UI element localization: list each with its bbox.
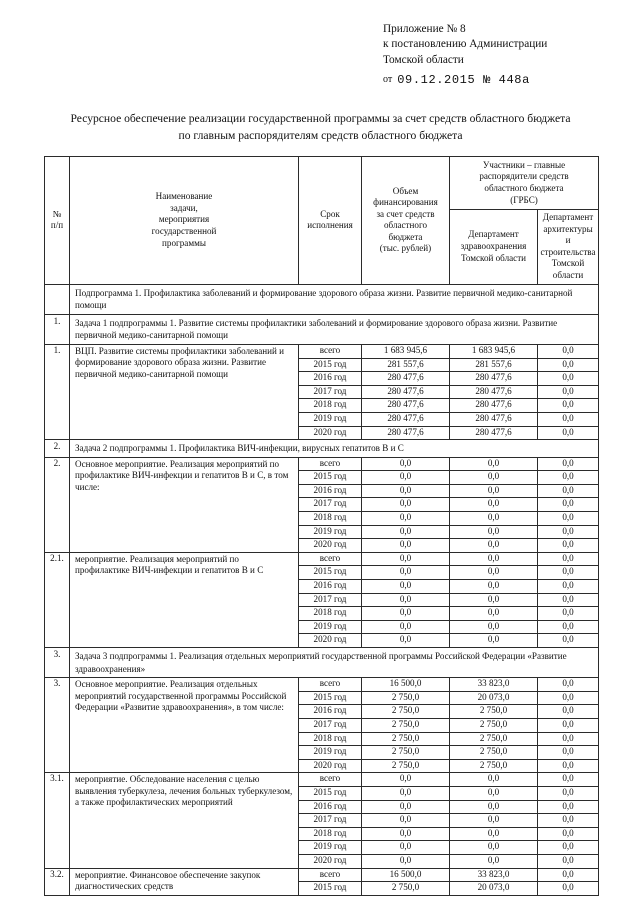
volume-cell: 2 750,0	[362, 759, 450, 773]
department-health-cell: 0,0	[450, 841, 538, 855]
col-header-dep1-l2: здравоохранения	[460, 240, 527, 251]
volume-cell: 280 477,6	[362, 426, 450, 440]
row-number: 3.	[45, 678, 70, 773]
measure-name-text: мероприятие. Реализация мероприятий по профилактике ВИЧ-инфекции и гепатитов В и С	[75, 553, 264, 576]
department-architecture-cell: 0,0	[538, 746, 599, 760]
col-header-participants-l3: областного бюджета	[484, 183, 564, 193]
term-cell: всего	[299, 773, 362, 787]
section-title	[70, 284, 599, 314]
term-cell: 2016 год	[299, 580, 362, 594]
appendix-number: Приложение № 8	[383, 23, 466, 35]
term-cell: 2020 год	[299, 539, 362, 553]
department-health-cell: 0,0	[450, 634, 538, 648]
department-architecture-cell: 0,0	[538, 484, 599, 498]
term-cell: 2016 год	[299, 705, 362, 719]
term-cell: 2020 год	[299, 759, 362, 773]
table-row	[45, 457, 599, 471]
decree-date-line	[383, 72, 633, 88]
term-cell: 2018 год	[299, 399, 362, 413]
table-row	[45, 552, 599, 566]
table-header-row-1	[45, 157, 599, 210]
col-header-department-architecture	[538, 210, 599, 285]
measure-name	[70, 344, 299, 439]
term-cell: 2019 год	[299, 841, 362, 855]
col-header-name-l2: задачи,	[170, 202, 198, 213]
col-header-participants-l4: (ГРБС)	[510, 194, 538, 205]
department-architecture-cell: 0,0	[538, 841, 599, 855]
page-title: Ресурсное обеспечение реализации государственной программы за счет средств областного бюджета по главным распорядителям средств областного бюджета	[70, 112, 571, 142]
col-header-number-l1: №	[52, 208, 62, 219]
department-health-cell: 0,0	[450, 827, 538, 841]
department-health-cell: 0,0	[450, 620, 538, 634]
row-number: 2.	[45, 440, 70, 458]
col-header-name-l5: программы	[162, 237, 206, 248]
volume-cell: 0,0	[362, 634, 450, 648]
col-header-volume-l1: Объем	[392, 185, 419, 196]
department-health-cell: 0,0	[450, 457, 538, 471]
department-architecture-cell: 0,0	[538, 786, 599, 800]
term-cell: 2015 год	[299, 786, 362, 800]
department-architecture-cell: 0,0	[538, 607, 599, 621]
term-cell: 2017 год	[299, 385, 362, 399]
volume-cell: 0,0	[362, 539, 450, 553]
term-cell: 2018 год	[299, 732, 362, 746]
department-health-cell: 0,0	[450, 786, 538, 800]
volume-cell: 0,0	[362, 498, 450, 512]
term-cell: 2018 год	[299, 512, 362, 526]
measure-name	[70, 678, 299, 773]
department-health-cell: 2 750,0	[450, 746, 538, 760]
row-number: 2.	[45, 457, 70, 552]
row-number: 3.	[45, 648, 70, 678]
volume-cell: 0,0	[362, 593, 450, 607]
department-architecture-cell: 0,0	[538, 620, 599, 634]
department-architecture-cell: 0,0	[538, 498, 599, 512]
volume-cell: 0,0	[362, 552, 450, 566]
table-row	[45, 284, 599, 314]
department-health-cell: 280 477,6	[450, 399, 538, 413]
row-number: 2.1.	[45, 552, 70, 647]
section-title-text: Задача 3 подпрограммы 1. Реализация отдельных мероприятий государственной программы Российской Федерации «Развитие здравоохранения»	[75, 651, 567, 674]
department-architecture-cell: 0,0	[538, 512, 599, 526]
department-health-cell: 2 750,0	[450, 759, 538, 773]
volume-cell: 0,0	[362, 484, 450, 498]
volume-cell: 280 477,6	[362, 399, 450, 413]
term-cell: 2019 год	[299, 412, 362, 426]
department-architecture-cell: 0,0	[538, 399, 599, 413]
department-architecture-cell: 0,0	[538, 580, 599, 594]
department-health-cell: 280 477,6	[450, 372, 538, 386]
department-health-cell: 0,0	[450, 552, 538, 566]
term-cell: 2017 год	[299, 498, 362, 512]
col-header-dep1-l1: Департамент	[468, 229, 519, 240]
term-cell: 2017 год	[299, 814, 362, 828]
department-health-cell: 2 750,0	[450, 718, 538, 732]
volume-cell: 2 750,0	[362, 718, 450, 732]
term-cell: 2015 год	[299, 691, 362, 705]
col-header-participants-l1: Участники – главные	[482, 159, 566, 170]
measure-name-text: мероприятие. Финансовое обеспечение закупок диагностических средств	[75, 869, 261, 891]
department-architecture-cell: 0,0	[538, 566, 599, 580]
term-cell: 2020 год	[299, 426, 362, 440]
table-head	[45, 157, 599, 285]
volume-cell: 280 477,6	[362, 412, 450, 426]
col-header-term-l2: исполнения	[307, 220, 353, 231]
measure-name-text: ВЦП. Развитие системы профилактики заболеваний и формирование здорового образа жизни. Развитие первичной медико-санитарной помощи	[75, 345, 285, 379]
department-health-cell: 1 683 945,6	[450, 344, 538, 358]
volume-cell: 0,0	[362, 566, 450, 580]
col-header-dep2-l5: Томской	[551, 258, 585, 269]
section-title-text: Задача 2 подпрограммы 1. Профилактика ВИЧ-инфекции, вирусных гепатитов В и С	[75, 443, 404, 454]
volume-cell: 0,0	[362, 620, 450, 634]
table-row	[45, 344, 599, 358]
department-health-cell: 0,0	[450, 580, 538, 594]
department-architecture-cell: 0,0	[538, 868, 599, 882]
term-cell: 2020 год	[299, 634, 362, 648]
volume-cell: 0,0	[362, 773, 450, 787]
department-health-cell: 0,0	[450, 854, 538, 868]
col-header-volume-l2: финансирования	[373, 197, 438, 208]
term-cell: всего	[299, 344, 362, 358]
department-architecture-cell: 0,0	[538, 882, 599, 896]
document-header-block	[383, 22, 633, 89]
department-health-cell: 280 477,6	[450, 412, 538, 426]
section-title-text: Подпрограмма 1. Профилактика заболеваний и формирование здорового образа жизни. Развитие первичной медико-санитарной помощи	[75, 287, 573, 311]
department-health-cell: 0,0	[450, 607, 538, 621]
table-row	[45, 773, 599, 787]
department-health-cell: 0,0	[450, 525, 538, 539]
department-health-cell: 280 477,6	[450, 426, 538, 440]
volume-cell: 0,0	[362, 580, 450, 594]
term-cell: 2015 год	[299, 882, 362, 896]
row-number: 3.1.	[45, 773, 70, 868]
term-cell: 2017 год	[299, 593, 362, 607]
department-architecture-cell: 0,0	[538, 372, 599, 386]
col-header-department-health	[450, 210, 538, 285]
measure-name	[70, 773, 299, 868]
term-cell: всего	[299, 678, 362, 692]
department-architecture-cell: 0,0	[538, 593, 599, 607]
section-title	[70, 648, 599, 678]
volume-cell: 0,0	[362, 471, 450, 485]
department-architecture-cell: 0,0	[538, 634, 599, 648]
department-architecture-cell: 0,0	[538, 678, 599, 692]
measure-name	[70, 868, 299, 895]
ot-label: от	[383, 74, 393, 86]
department-health-cell: 20 073,0	[450, 691, 538, 705]
volume-cell: 2 750,0	[362, 705, 450, 719]
col-header-number-l2: п/п	[50, 220, 64, 231]
term-cell: 2019 год	[299, 746, 362, 760]
table-body	[45, 284, 599, 895]
col-header-volume-l4: областного	[384, 220, 427, 231]
row-number: 3.2.	[45, 868, 70, 895]
department-architecture-cell: 0,0	[538, 412, 599, 426]
department-architecture-cell: 0,0	[538, 773, 599, 787]
department-architecture-cell: 0,0	[538, 385, 599, 399]
term-cell: всего	[299, 552, 362, 566]
decree-date-number: 09.12.2015 № 448а	[397, 73, 530, 88]
department-health-cell: 0,0	[450, 800, 538, 814]
term-cell: 2016 год	[299, 372, 362, 386]
col-header-volume-l6: (тыс. рублей)	[379, 243, 432, 254]
term-cell: 2015 год	[299, 566, 362, 580]
decree-reference-line1: к постановлению Администрации	[383, 38, 548, 51]
table-row	[45, 314, 599, 344]
measure-name-text: Основное мероприятие. Реализация отдельных мероприятий государственной программы Российской Федерации «Развитие здравоохранения», в том числе:	[75, 679, 287, 712]
col-header-term-l1: Срок	[320, 208, 340, 219]
department-health-cell: 20 073,0	[450, 882, 538, 896]
department-architecture-cell: 0,0	[538, 854, 599, 868]
volume-cell: 1 683 945,6	[362, 344, 450, 358]
row-number: 1.	[45, 344, 70, 439]
department-health-cell: 0,0	[450, 484, 538, 498]
department-architecture-cell: 0,0	[538, 718, 599, 732]
department-health-cell: 0,0	[450, 471, 538, 485]
department-health-cell: 33 823,0	[450, 678, 538, 692]
term-cell: 2018 год	[299, 827, 362, 841]
department-health-cell: 0,0	[450, 814, 538, 828]
col-header-volume-l5: бюджета	[388, 231, 423, 242]
department-architecture-cell: 0,0	[538, 732, 599, 746]
table-row	[45, 648, 599, 678]
volume-cell: 0,0	[362, 607, 450, 621]
department-health-cell: 0,0	[450, 773, 538, 787]
department-health-cell: 280 477,6	[450, 385, 538, 399]
department-architecture-cell: 0,0	[538, 759, 599, 773]
volume-cell: 2 750,0	[362, 732, 450, 746]
col-header-name-l4: государственной	[151, 226, 217, 237]
col-header-volume-l3: за счет средств	[376, 208, 435, 219]
term-cell: 2016 год	[299, 800, 362, 814]
volume-cell: 281 557,6	[362, 358, 450, 372]
volume-cell: 0,0	[362, 512, 450, 526]
resource-allocation-table	[44, 156, 599, 896]
volume-cell: 0,0	[362, 786, 450, 800]
measure-name-text: мероприятие. Обследование населения с целью выявления туберкулеза, лечения больных туберкулезом, а также профилактических мероприятий	[75, 774, 293, 808]
department-health-cell: 0,0	[450, 539, 538, 553]
decree-reference-line2: Томской области	[383, 53, 464, 66]
section-title-text: Задача 1 подпрограммы 1. Развитие системы профилактики заболеваний и формирование здорового образа жизни. Развитие первичной медико-санитарной помощи	[75, 317, 558, 341]
department-architecture-cell: 0,0	[538, 814, 599, 828]
volume-cell: 0,0	[362, 814, 450, 828]
department-architecture-cell: 0,0	[538, 525, 599, 539]
volume-cell: 16 500,0	[362, 868, 450, 882]
measure-name	[70, 457, 299, 552]
department-health-cell: 0,0	[450, 512, 538, 526]
term-cell: 2015 год	[299, 358, 362, 372]
department-architecture-cell: 0,0	[538, 457, 599, 471]
col-header-name-l1: Наименование	[155, 191, 213, 202]
col-header-dep2-l4: строительства	[540, 246, 596, 257]
col-header-participants	[450, 157, 599, 210]
col-header-term	[299, 157, 362, 285]
volume-cell: 2 750,0	[362, 746, 450, 760]
measure-name	[70, 552, 299, 647]
department-health-cell: 33 823,0	[450, 868, 538, 882]
department-health-cell: 0,0	[450, 593, 538, 607]
department-architecture-cell: 0,0	[538, 426, 599, 440]
table-row	[45, 440, 599, 458]
term-cell: всего	[299, 868, 362, 882]
volume-cell: 280 477,6	[362, 372, 450, 386]
volume-cell: 0,0	[362, 800, 450, 814]
department-architecture-cell: 0,0	[538, 358, 599, 372]
department-architecture-cell: 0,0	[538, 552, 599, 566]
department-health-cell: 2 750,0	[450, 732, 538, 746]
volume-cell: 2 750,0	[362, 691, 450, 705]
table-row	[45, 868, 599, 882]
col-header-name-l3: мероприятия	[158, 214, 210, 225]
section-title	[70, 440, 599, 458]
volume-cell: 0,0	[362, 841, 450, 855]
department-health-cell: 2 750,0	[450, 705, 538, 719]
col-header-dep2-l6: области	[552, 269, 584, 280]
col-header-dep2-l1: Департамент	[542, 212, 594, 222]
department-health-cell: 281 557,6	[450, 358, 538, 372]
term-cell: 2015 год	[299, 471, 362, 485]
department-architecture-cell: 0,0	[538, 691, 599, 705]
section-title	[70, 314, 599, 344]
volume-cell: 2 750,0	[362, 882, 450, 896]
department-health-cell: 0,0	[450, 566, 538, 580]
col-header-number	[45, 157, 70, 285]
col-header-dep2-l3: и	[565, 235, 571, 246]
col-header-volume	[362, 157, 450, 285]
term-cell: 2017 год	[299, 718, 362, 732]
department-architecture-cell: 0,0	[538, 800, 599, 814]
col-header-dep2-l2: архитектуры	[543, 223, 593, 234]
volume-cell: 0,0	[362, 525, 450, 539]
term-cell: всего	[299, 457, 362, 471]
term-cell: 2020 год	[299, 854, 362, 868]
term-cell: 2016 год	[299, 484, 362, 498]
department-architecture-cell: 0,0	[538, 471, 599, 485]
col-header-participants-l2: распорядители средств	[479, 171, 569, 182]
volume-cell: 0,0	[362, 854, 450, 868]
term-cell: 2018 год	[299, 607, 362, 621]
row-number: 1.	[45, 314, 70, 344]
volume-cell: 280 477,6	[362, 385, 450, 399]
department-architecture-cell: 0,0	[538, 827, 599, 841]
volume-cell: 0,0	[362, 457, 450, 471]
col-header-dep1-l3: Томской области	[460, 252, 527, 263]
department-health-cell: 0,0	[450, 498, 538, 512]
term-cell: 2019 год	[299, 525, 362, 539]
row-number	[45, 284, 70, 314]
term-cell: 2019 год	[299, 620, 362, 634]
department-architecture-cell: 0,0	[538, 705, 599, 719]
table-row	[45, 678, 599, 692]
measure-name-text: Основное мероприятие. Реализация мероприятий по профилактике ВИЧ-инфекции и гепатитов В и С, в том числе:	[75, 458, 289, 492]
department-architecture-cell: 0,0	[538, 539, 599, 553]
volume-cell: 16 500,0	[362, 678, 450, 692]
col-header-name	[70, 157, 299, 285]
department-architecture-cell: 0,0	[538, 344, 599, 358]
volume-cell: 0,0	[362, 827, 450, 841]
